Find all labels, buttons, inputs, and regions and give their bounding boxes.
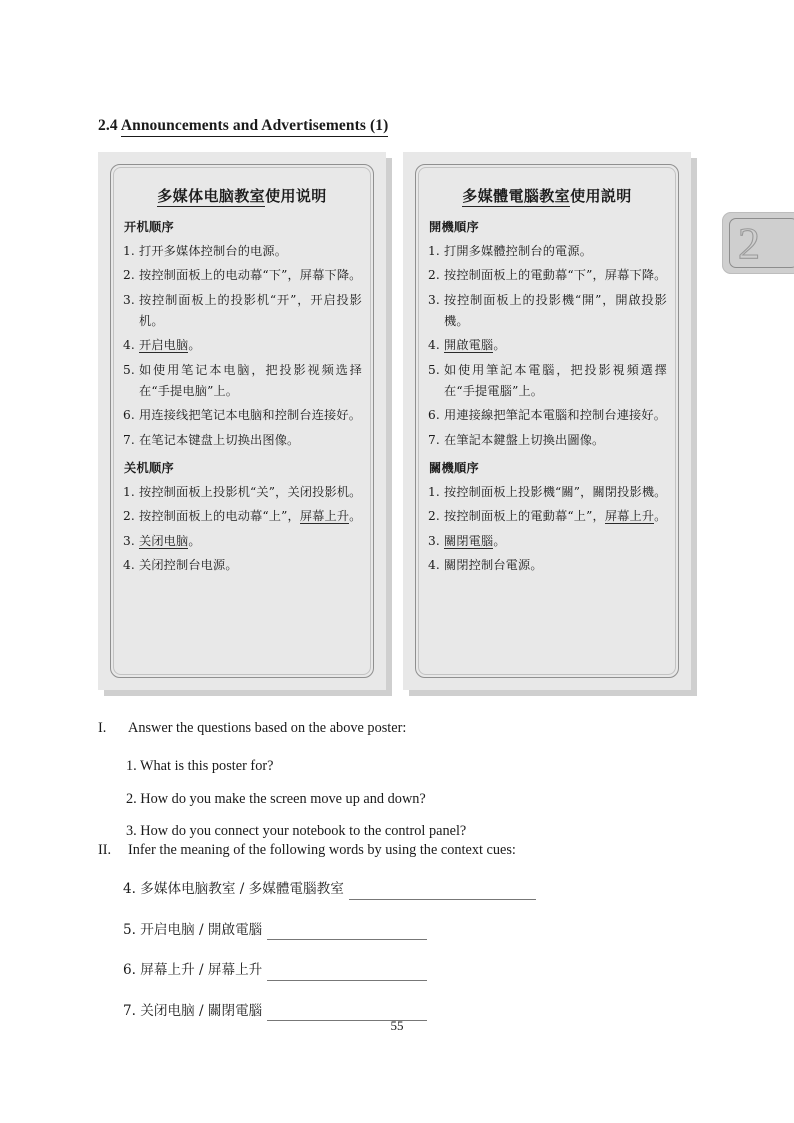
poster-step [122,430,362,451]
startup-step-list [427,241,667,451]
step-text: 。 [188,533,201,548]
step-text: 关闭控制台电源。 [139,558,238,573]
chapter-tab [722,212,794,274]
answer-blank[interactable] [267,927,427,940]
poster-step [427,506,667,527]
vocab-item [123,920,698,940]
poster-step [427,482,667,503]
step-marker: 1. [428,484,440,499]
step-marker: 4. [123,558,135,573]
page-title [98,117,388,135]
question-item: 3. How do you connect your notebook to the control panel? [126,822,467,839]
poster-title-underlined: 多媒体电脑教室 [157,187,266,205]
step-marker: 2. [123,509,135,524]
startup-heading: 開機順序 [429,220,479,234]
step-marker: 3. [428,292,440,307]
step-marker: 1. [428,244,440,258]
poster-title [122,187,362,205]
poster-step [427,265,667,286]
step-text: 按控制面板上的電動幕“上”， [444,509,605,524]
poster-step [122,531,362,552]
vocab-item [123,960,698,980]
step-text: 在笔记本键盘上切换出图像。 [139,432,300,447]
step-marker: 3. [428,533,440,548]
answer-blank[interactable] [349,887,536,900]
poster-step [427,430,667,451]
step-marker: 5. [428,362,440,377]
startup-heading: 开机顺序 [124,220,174,234]
step-text: 用连接线把笔记本电脑和控制台连接好。 [139,408,362,423]
poster-step [427,335,667,356]
poster-title-rest: 使用説明 [570,187,632,205]
poster-step [427,290,667,332]
exercise-2-prompt-row [98,840,698,861]
step-text: 用連接線把筆記本電腦和控制台連接好。 [444,408,667,423]
step-text: 按控制面板上的投影机“开”，开启投影机。 [139,292,362,328]
step-text: 按控制面板上投影机“关”，关闭投影机。 [139,484,362,499]
step-marker: 1. [123,244,135,258]
shutdown-heading: 關機順序 [429,460,479,475]
page-number: 55 [390,1018,404,1033]
vocab-term: 6. 屏幕上升 / 屏幕上升 [123,962,263,979]
step-marker: 7. [123,432,135,447]
shutdown-step-list [122,482,362,576]
step-text-underlined: 開啟電腦 [444,338,494,353]
step-text: 按控制面板上的电动幕“上”， [139,509,300,524]
step-marker: 2. [123,268,135,283]
step-marker: 5. [123,362,135,377]
shutdown-heading: 关机顺序 [124,460,174,475]
step-text-underlined: 关闭电脑 [139,533,189,548]
step-marker: 2. [428,509,440,524]
startup-step-list [122,241,362,451]
step-marker: 4. [428,338,440,353]
poster-step [122,506,362,527]
step-text: 在筆記本鍵盤上切換出圖像。 [444,432,605,447]
exercise-1-prompt: Answer the questions based on the above poster: [128,720,407,736]
poster-step [427,555,667,576]
step-marker: 6. [428,408,440,423]
shutdown-step-list [427,482,667,576]
step-marker: 3. [123,292,135,307]
poster-step [427,405,667,426]
step-text: 。 [493,338,506,353]
exercise-section-2 [98,840,698,1041]
step-text: 。 [349,509,362,524]
step-text-underlined: 开启电脑 [139,338,189,353]
poster-step [122,241,362,262]
step-text: 打开多媒体控制台的电源。 [139,244,288,258]
vocab-term: 7. 关闭电脑 / 關閉電腦 [123,1002,263,1019]
step-text: 關閉控制台電源。 [444,558,543,573]
step-marker: 4. [123,338,135,353]
poster-body [122,179,362,669]
question-item: 1. What is this poster for? [126,758,274,775]
poster-step [427,241,667,262]
exercise-1-prompt-row [98,718,698,739]
step-text: 按控制面板上的電動幕“下”，屏幕下降。 [444,268,667,283]
section-title: Announcements and Advertisements (1) [121,117,389,137]
poster-step [122,482,362,503]
poster-step [122,265,362,286]
step-marker: 7. [428,432,440,447]
poster-frame [415,164,679,678]
vocab-term: 4. 多媒体电脑教室 / 多媒體電腦教室 [123,881,344,898]
poster-step [122,290,362,332]
poster-step [122,555,362,576]
exercise-2-numeral: II. [98,842,112,858]
poster-body [427,179,667,669]
exercise-section-1 [98,718,698,852]
exercise-1-numeral: I. [98,720,107,736]
poster-step [122,360,362,402]
section-number: 2.4 [98,117,118,134]
step-marker: 1. [123,484,135,499]
step-text: 。 [493,533,506,548]
step-text-underlined: 屏幕上升 [299,509,350,524]
question-item: 2. How do you make the screen move up and down? [126,790,426,807]
poster-step [427,360,667,402]
poster-frame [110,164,374,678]
step-text: 如使用筆記本電腦，把投影視頻選擇在“手提電腦”上。 [444,362,667,398]
step-text: 按控制面板上投影機“關”，關閉投影機。 [444,484,667,499]
step-text: 如使用笔记本电脑，把投影视频选择在“手提电脑”上。 [139,362,362,398]
poster-step [427,531,667,552]
poster-step [122,405,362,426]
poster-title-rest: 使用说明 [265,187,327,205]
exercise-2-vocab-list [98,879,698,1021]
step-text-underlined: 屏幕上升 [604,509,655,524]
exercise-1-question-list [98,755,698,841]
step-text: 按控制面板上的投影機“開”，開啟投影機。 [444,292,667,328]
poster-title [427,187,667,205]
poster-simplified-chinese [98,152,386,690]
step-marker: 2. [428,268,440,283]
step-text: 按控制面板上的电动幕“下”，屏幕下降。 [139,268,362,283]
answer-blank[interactable] [267,968,427,981]
poster-title-underlined: 多媒體電腦教室 [462,187,571,205]
step-marker: 6. [123,408,135,423]
step-text: 。 [188,338,201,353]
step-text: 打開多媒體控制台的電源。 [444,244,593,258]
poster-step [122,335,362,356]
step-text: 。 [654,509,667,524]
chapter-tab-number: 2 [738,219,760,268]
step-marker: 4. [428,558,440,573]
step-marker: 3. [123,533,135,548]
vocab-item [123,879,698,899]
poster-traditional-chinese [403,152,691,690]
exercise-2-prompt: Infer the meaning of the following words by using the context cues: [128,842,516,858]
step-text-underlined: 關閉電腦 [444,533,494,548]
vocab-term: 5. 开启电脑 / 開啟電腦 [123,921,263,938]
